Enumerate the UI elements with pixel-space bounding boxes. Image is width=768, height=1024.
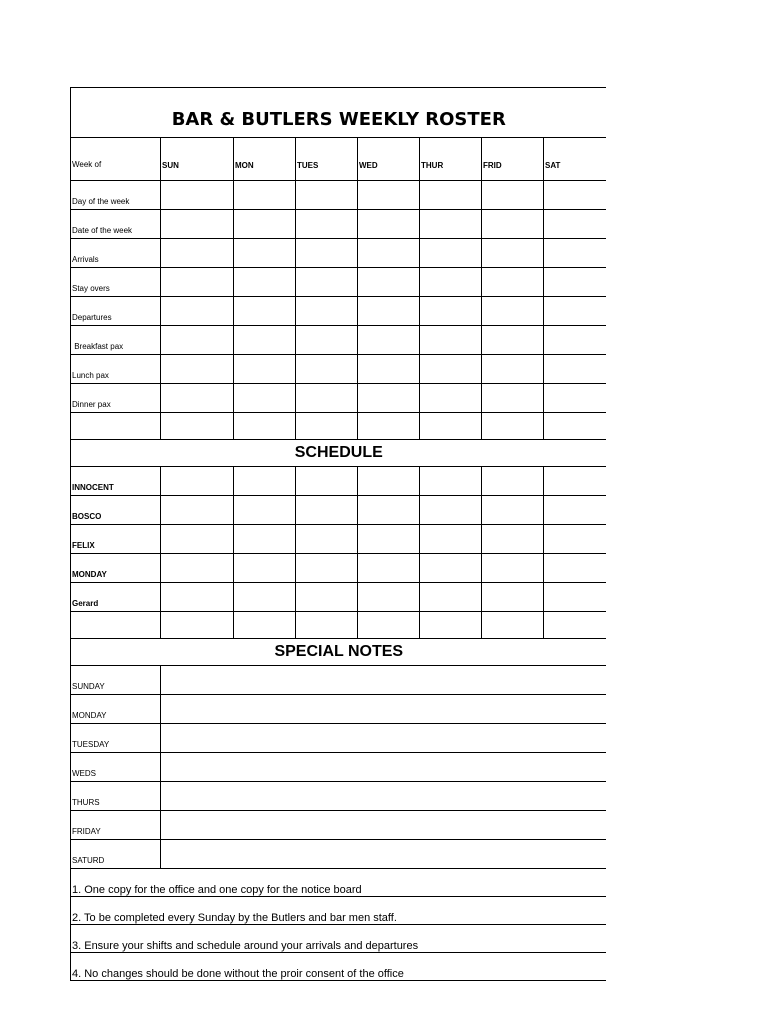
- cell[interactable]: [234, 467, 296, 496]
- note-row-thurs: [71, 782, 606, 811]
- cell[interactable]: [234, 355, 296, 384]
- cell[interactable]: [544, 554, 606, 583]
- cell[interactable]: [482, 525, 544, 554]
- info-label: Breakfast pax: [71, 326, 161, 355]
- note-row-friday: [71, 811, 606, 840]
- note-row-weds: [71, 753, 606, 782]
- note-day-label: FRIDAY: [71, 811, 161, 840]
- cell[interactable]: [234, 268, 296, 297]
- info-row-dinner-pax: [71, 384, 606, 413]
- cell[interactable]: [544, 326, 606, 355]
- cell[interactable]: [420, 181, 482, 210]
- cell[interactable]: [296, 525, 358, 554]
- cell[interactable]: [482, 413, 544, 440]
- note-row-tuesday: [71, 724, 606, 753]
- note-cell[interactable]: [161, 695, 606, 724]
- staff-row-felix: [71, 525, 606, 554]
- cell[interactable]: [296, 554, 358, 583]
- info-label: Arrivals: [71, 239, 161, 268]
- cell[interactable]: [482, 210, 544, 239]
- day-header-thur: THUR: [420, 138, 482, 181]
- cell[interactable]: [544, 496, 606, 525]
- instruction-1: 1. One copy for the office and one copy for the notice board: [71, 869, 606, 897]
- staff-name: MONDAY: [71, 554, 161, 583]
- note-cell[interactable]: [161, 666, 606, 695]
- cell[interactable]: [544, 413, 606, 440]
- cell[interactable]: [420, 413, 482, 440]
- cell[interactable]: [420, 326, 482, 355]
- cell[interactable]: [482, 496, 544, 525]
- cell[interactable]: [234, 239, 296, 268]
- cell[interactable]: [234, 210, 296, 239]
- cell[interactable]: [482, 467, 544, 496]
- cell[interactable]: [544, 210, 606, 239]
- cell[interactable]: [358, 554, 420, 583]
- day-header-mon: MON: [234, 138, 296, 181]
- staff-name: Gerard: [71, 583, 161, 612]
- note-day-label: MONDAY: [71, 695, 161, 724]
- cell[interactable]: [358, 326, 420, 355]
- info-label: Day of the week: [71, 181, 161, 210]
- cell[interactable]: [420, 583, 482, 612]
- cell[interactable]: [296, 583, 358, 612]
- week-of-label: Week of: [71, 138, 161, 181]
- note-day-label: WEDS: [71, 753, 161, 782]
- info-label: Date of the week: [71, 210, 161, 239]
- note-day-label: TUESDAY: [71, 724, 161, 753]
- note-row-saturd: [71, 840, 606, 869]
- cell[interactable]: [234, 496, 296, 525]
- cell[interactable]: [296, 297, 358, 326]
- roster-sheet: [70, 87, 605, 981]
- cell[interactable]: [234, 583, 296, 612]
- cell[interactable]: [296, 612, 358, 639]
- note-cell[interactable]: [161, 753, 606, 782]
- cell[interactable]: [161, 496, 234, 525]
- cell[interactable]: [420, 496, 482, 525]
- note-row-monday: [71, 695, 606, 724]
- cell[interactable]: [296, 239, 358, 268]
- info-label: Stay overs: [71, 268, 161, 297]
- cell[interactable]: [161, 355, 234, 384]
- cell[interactable]: [234, 384, 296, 413]
- cell[interactable]: [358, 525, 420, 554]
- cell[interactable]: [482, 181, 544, 210]
- info-label: Departures: [71, 297, 161, 326]
- cell[interactable]: [482, 297, 544, 326]
- note-cell[interactable]: [161, 782, 606, 811]
- cell[interactable]: [161, 384, 234, 413]
- cell[interactable]: [482, 554, 544, 583]
- cell[interactable]: [296, 355, 358, 384]
- cell[interactable]: [71, 413, 161, 440]
- cell[interactable]: [234, 297, 296, 326]
- cell[interactable]: [71, 612, 161, 639]
- staff-row-innocent: [71, 467, 606, 496]
- cell[interactable]: [161, 297, 234, 326]
- cell[interactable]: [234, 413, 296, 440]
- cell[interactable]: [296, 384, 358, 413]
- cell[interactable]: [358, 384, 420, 413]
- schedule-heading: SCHEDULE: [71, 440, 606, 467]
- cell[interactable]: [482, 239, 544, 268]
- note-row-sunday: [71, 666, 606, 695]
- cell[interactable]: [420, 239, 482, 268]
- cell[interactable]: [296, 210, 358, 239]
- cell[interactable]: [161, 413, 234, 440]
- day-header-sun: SUN: [161, 138, 234, 181]
- cell[interactable]: [161, 239, 234, 268]
- day-header-tues: TUES: [296, 138, 358, 181]
- cell[interactable]: [296, 413, 358, 440]
- cell[interactable]: [420, 210, 482, 239]
- cell[interactable]: [544, 525, 606, 554]
- cell[interactable]: [420, 384, 482, 413]
- cell[interactable]: [161, 210, 234, 239]
- roster-table: [70, 87, 606, 981]
- instruction-3: 3. Ensure your shifts and schedule around your arrivals and departures: [71, 925, 606, 953]
- staff-row-gerard: [71, 583, 606, 612]
- cell[interactable]: [161, 467, 234, 496]
- cell[interactable]: [482, 583, 544, 612]
- cell[interactable]: [420, 268, 482, 297]
- cell[interactable]: [296, 268, 358, 297]
- info-row-departures: [71, 297, 606, 326]
- info-row-arrivals: [71, 239, 606, 268]
- info-row-date-of-week: [71, 210, 606, 239]
- cell[interactable]: [161, 554, 234, 583]
- info-row-breakfast-pax: [71, 326, 606, 355]
- info-label: Lunch pax: [71, 355, 161, 384]
- info-row-day-of-week: [71, 181, 606, 210]
- cell[interactable]: [358, 583, 420, 612]
- cell[interactable]: [358, 239, 420, 268]
- roster-title: BAR & BUTLERS WEEKLY ROSTER: [71, 88, 606, 138]
- cell[interactable]: [296, 326, 358, 355]
- cell[interactable]: [296, 496, 358, 525]
- cell[interactable]: [544, 583, 606, 612]
- note-day-label: THURS: [71, 782, 161, 811]
- staff-row-monday: [71, 554, 606, 583]
- cell[interactable]: [544, 181, 606, 210]
- cell[interactable]: [482, 384, 544, 413]
- cell[interactable]: [161, 326, 234, 355]
- cell[interactable]: [234, 554, 296, 583]
- cell[interactable]: [544, 268, 606, 297]
- day-header-frid: FRID: [482, 138, 544, 181]
- note-cell[interactable]: [161, 724, 606, 753]
- day-header-wed: WED: [358, 138, 420, 181]
- cell[interactable]: [544, 384, 606, 413]
- day-header-sat: SAT: [544, 138, 606, 181]
- cell[interactable]: [358, 210, 420, 239]
- staff-name: FELIX: [71, 525, 161, 554]
- cell[interactable]: [420, 525, 482, 554]
- info-row-stay-overs: [71, 268, 606, 297]
- staff-name: BOSCO: [71, 496, 161, 525]
- cell[interactable]: [544, 467, 606, 496]
- cell[interactable]: [161, 268, 234, 297]
- cell[interactable]: [544, 355, 606, 384]
- note-cell[interactable]: [161, 840, 606, 869]
- cell[interactable]: [544, 612, 606, 639]
- cell[interactable]: [482, 268, 544, 297]
- cell[interactable]: [296, 181, 358, 210]
- cell[interactable]: [161, 583, 234, 612]
- cell[interactable]: [544, 239, 606, 268]
- cell[interactable]: [234, 181, 296, 210]
- cell[interactable]: [358, 268, 420, 297]
- cell[interactable]: [482, 612, 544, 639]
- cell[interactable]: [358, 612, 420, 639]
- cell[interactable]: [234, 525, 296, 554]
- note-day-label: SUNDAY: [71, 666, 161, 695]
- special-notes-heading: SPECIAL NOTES: [71, 639, 606, 666]
- cell[interactable]: [234, 612, 296, 639]
- cell[interactable]: [161, 181, 234, 210]
- cell[interactable]: [482, 326, 544, 355]
- cell[interactable]: [358, 297, 420, 326]
- cell[interactable]: [358, 413, 420, 440]
- info-label: Dinner pax: [71, 384, 161, 413]
- info-row-blank: [71, 413, 606, 440]
- staff-row-bosco: [71, 496, 606, 525]
- cell[interactable]: [358, 181, 420, 210]
- instruction-2: 2. To be completed every Sunday by the Butlers and bar men staff.: [71, 897, 606, 925]
- cell[interactable]: [482, 355, 544, 384]
- cell[interactable]: [161, 612, 234, 639]
- cell[interactable]: [296, 467, 358, 496]
- staff-name: INNOCENT: [71, 467, 161, 496]
- cell[interactable]: [420, 612, 482, 639]
- cell[interactable]: [161, 525, 234, 554]
- cell[interactable]: [544, 297, 606, 326]
- note-cell[interactable]: [161, 811, 606, 840]
- cell[interactable]: [420, 467, 482, 496]
- note-day-label: SATURD: [71, 840, 161, 869]
- staff-row-blank: [71, 612, 606, 639]
- instruction-4: 4. No changes should be done without the proir consent of the office: [71, 953, 606, 981]
- cell[interactable]: [358, 355, 420, 384]
- cell[interactable]: [358, 467, 420, 496]
- cell[interactable]: [420, 355, 482, 384]
- cell[interactable]: [358, 496, 420, 525]
- info-row-lunch-pax: [71, 355, 606, 384]
- cell[interactable]: [234, 326, 296, 355]
- cell[interactable]: [420, 297, 482, 326]
- cell[interactable]: [420, 554, 482, 583]
